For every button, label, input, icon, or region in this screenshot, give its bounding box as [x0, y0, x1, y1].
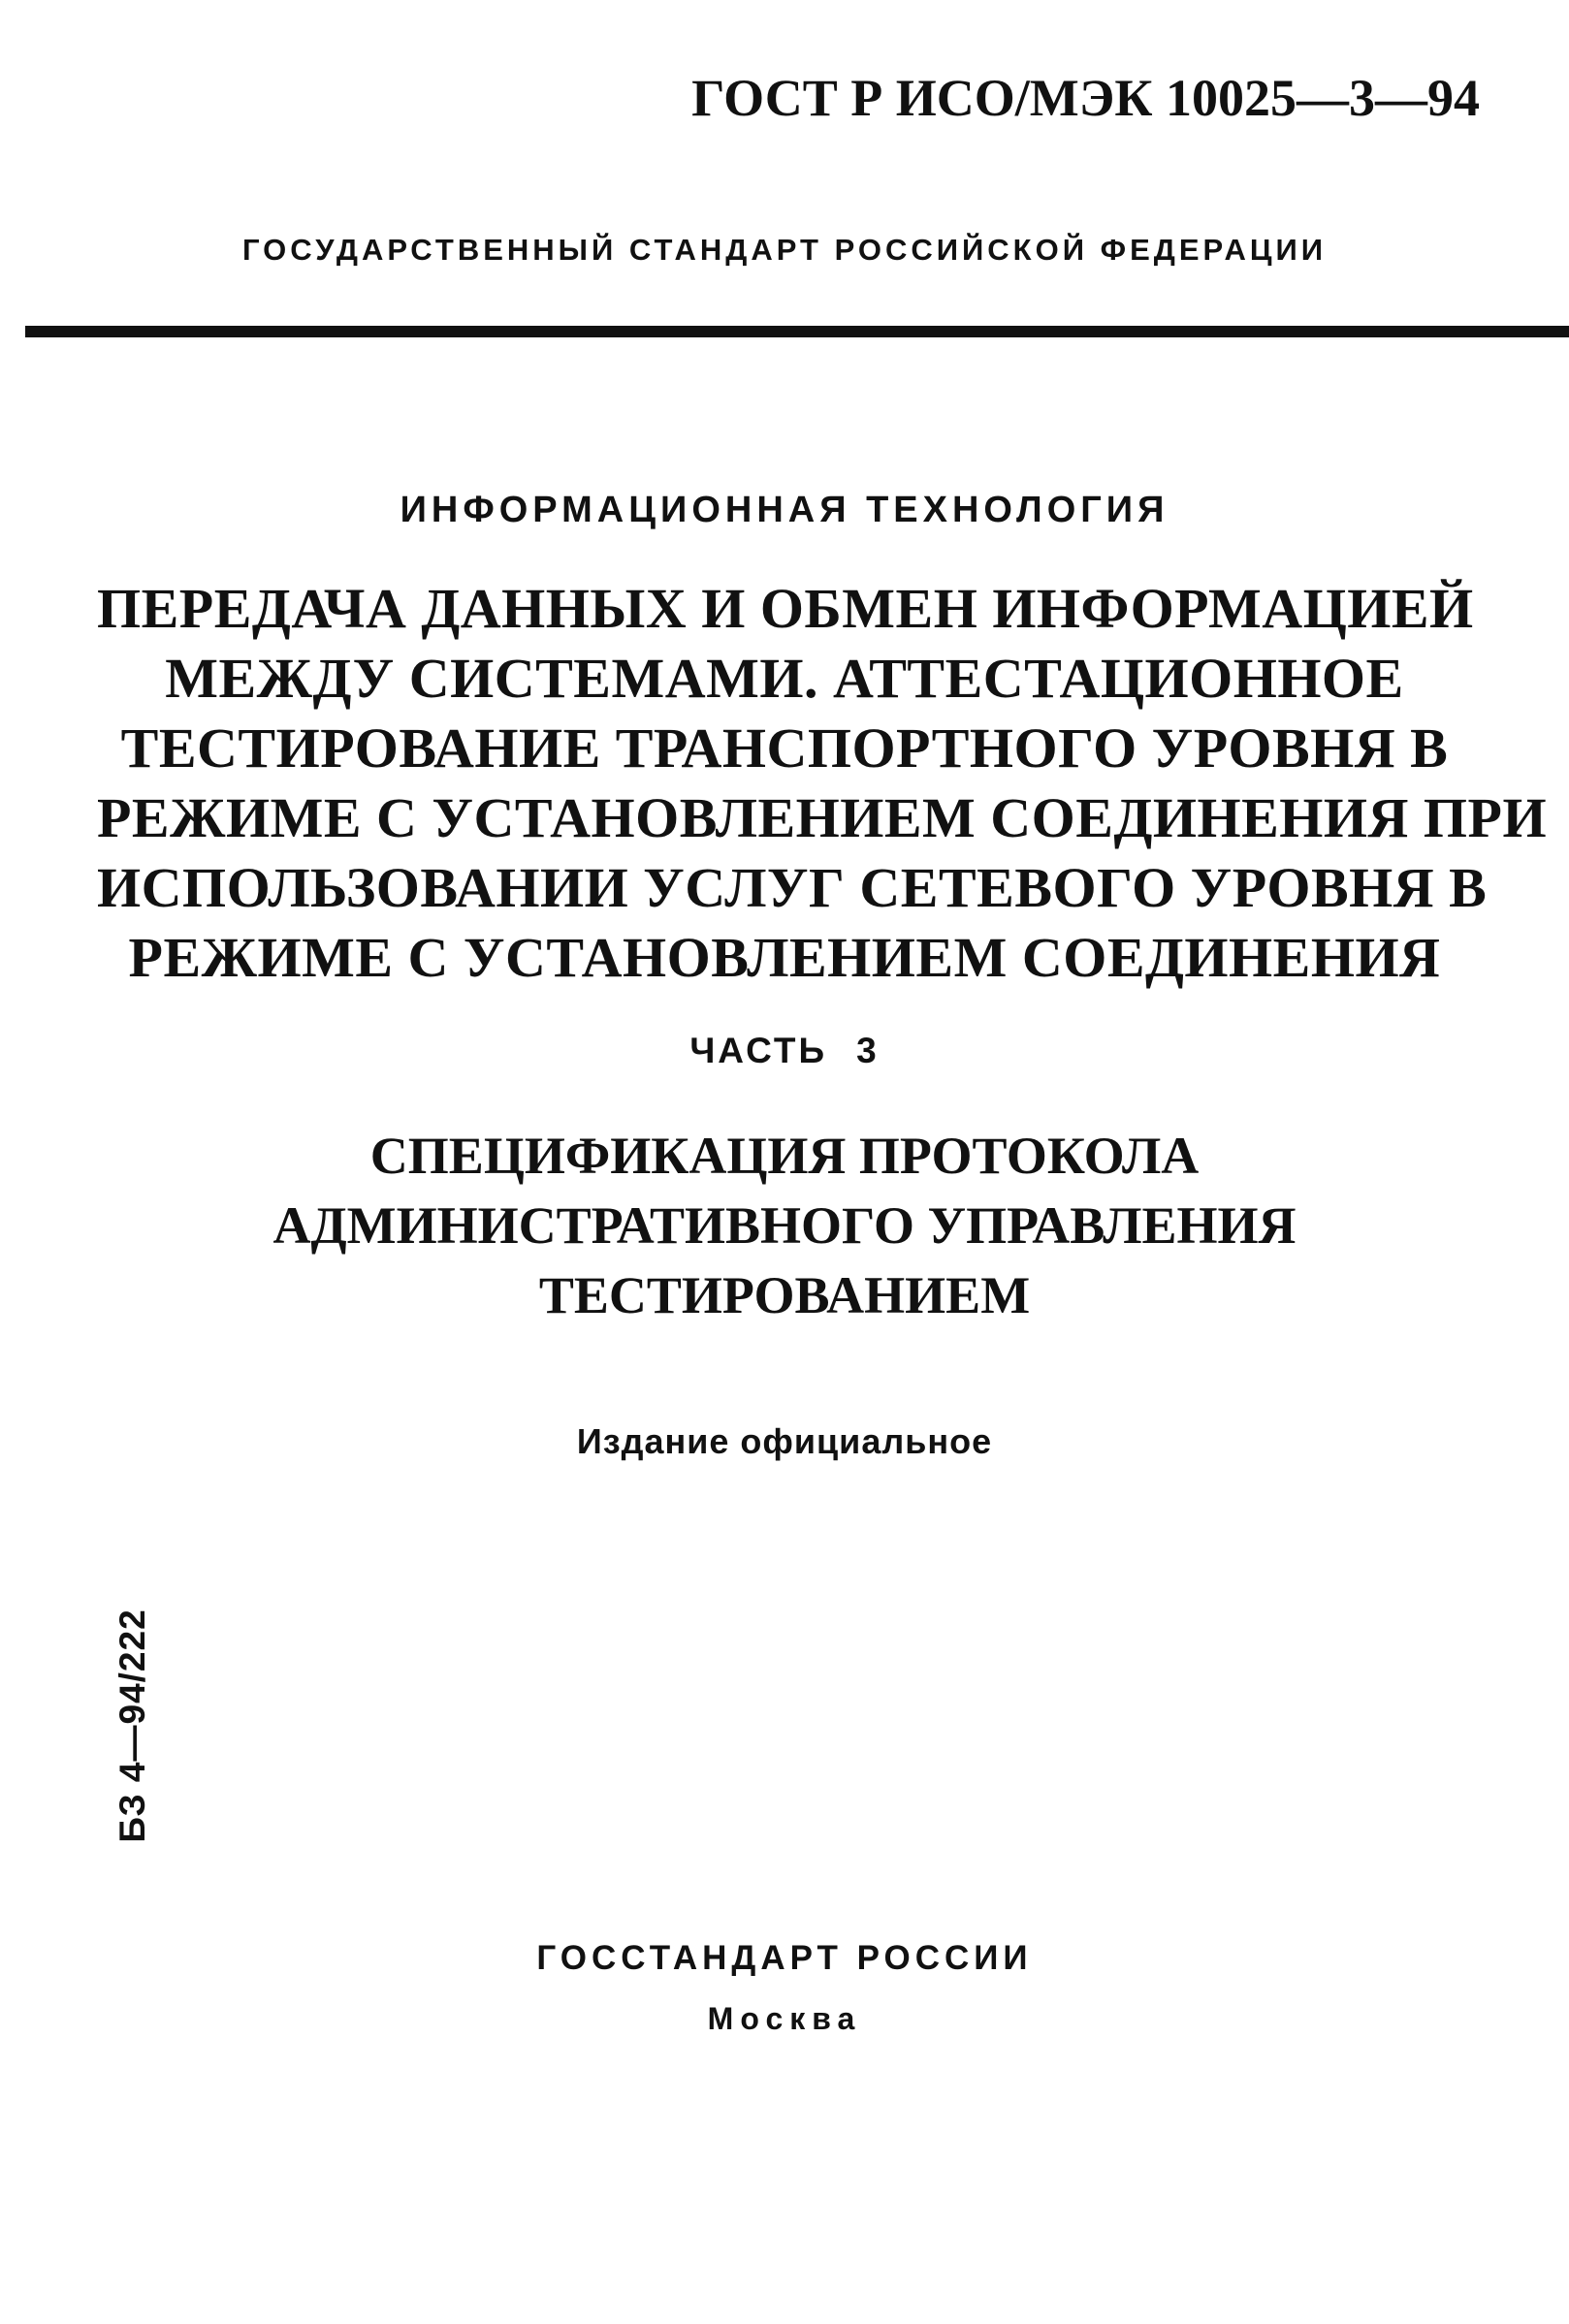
publisher-name: ГОССТАНДАРТ РОССИИ — [536, 1939, 1033, 1977]
document-subtitle — [175, 1121, 1394, 1330]
title-line: ТЕСТИРОВАНИЕ ТРАНСПОРТНОГО УРОВНЯ В — [120, 716, 1449, 780]
publisher-city: Москва — [707, 2001, 862, 2036]
title-line: ПЕРЕДАЧА ДАННЫХ И ОБМЕН ИНФОРМАЦИЕЙ — [97, 577, 1474, 640]
title-line: ИСПОЛЬЗОВАНИИ УСЛУГ СЕТЕВОГО УРОВНЯ В — [97, 856, 1488, 919]
side-catalog-code: БЗ 4—94/222 — [112, 1608, 152, 1843]
subtitle-line: СПЕЦИФИКАЦИЯ ПРОТОКОЛА — [369, 1127, 1200, 1185]
document-code: ГОСТ Р ИСО/МЭК 10025—3—94 — [691, 69, 1480, 127]
edition-note: Издание официальное — [576, 1421, 993, 1461]
part-number: 3 — [856, 1031, 880, 1070]
part-label: ЧАСТЬ — [689, 1031, 828, 1070]
topic-heading: ИНФОРМАЦИОННАЯ ТЕХНОЛОГИЯ — [400, 490, 1169, 530]
subtitle-line: АДМИНИСТРАТИВНОГО УПРАВЛЕНИЯ — [272, 1196, 1297, 1255]
title-line: МЕЖДУ СИСТЕМАМИ. АТТЕСТАЦИОННОЕ — [165, 647, 1404, 710]
title-line: РЕЖИМЕ С УСТАНОВЛЕНИЕМ СОЕДИНЕНИЯ ПРИ — [97, 786, 1548, 849]
agency-name: ГОСУДАРСТВЕННЫЙ СТАНДАРТ РОССИЙСКОЙ ФЕДЕРАЦИИ — [241, 233, 1328, 267]
title-line: РЕЖИМЕ С УСТАНОВЛЕНИЕМ СОЕДИНЕНИЯ — [128, 926, 1441, 989]
horizontal-rule — [25, 326, 1569, 337]
part-heading — [0, 1031, 1569, 1071]
document-title — [97, 574, 1548, 993]
subtitle-line: ТЕСТИРОВАНИЕМ — [538, 1266, 1031, 1324]
